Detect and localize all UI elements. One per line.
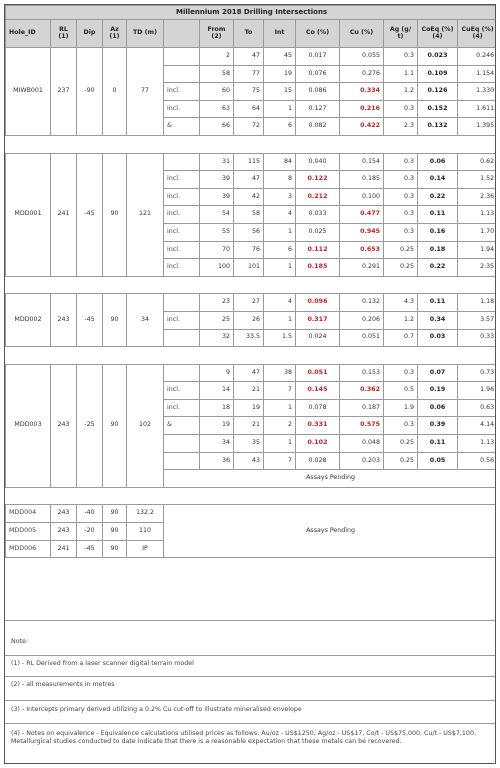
- cu-value: 0.132: [340, 294, 384, 312]
- column-header: Hole_ID: [6, 20, 51, 48]
- co-value: 0.033: [296, 206, 340, 224]
- from-value: 55: [200, 223, 234, 241]
- cu-value: 0.051: [340, 329, 384, 347]
- from-value: 18: [200, 399, 234, 417]
- ag-value: 0.25: [384, 241, 418, 259]
- table-row: [6, 153, 497, 171]
- cu-value: 0.334: [340, 83, 384, 101]
- qualifier: incl.: [164, 241, 200, 259]
- divider: [5, 723, 495, 724]
- qualifier: incl.: [164, 100, 200, 118]
- spacer-row: [6, 347, 497, 365]
- qualifier: [164, 153, 200, 171]
- to-value: 47: [234, 171, 264, 189]
- column-header: Co (%): [296, 20, 340, 48]
- assays-pending-text: Assays Pending: [164, 470, 497, 488]
- cueq-value: 0.73: [458, 364, 497, 382]
- to-value: 42: [234, 188, 264, 206]
- assays-pending-text: Assays Pending: [164, 505, 497, 558]
- from-value: 100: [200, 259, 234, 277]
- td-value: 34: [127, 294, 164, 347]
- column-header: CuEq (%) (4): [458, 20, 497, 48]
- hole-id: MDD001: [6, 153, 51, 276]
- cueq-value: 0.63: [458, 399, 497, 417]
- to-value: 56: [234, 223, 264, 241]
- ag-value: 1.2: [384, 83, 418, 101]
- dip-value: -45: [77, 153, 103, 276]
- coeq-value: 0.34: [418, 311, 458, 329]
- spacer-cell: [6, 135, 497, 153]
- cueq-value: 1.154: [458, 65, 497, 83]
- qualifier: [164, 452, 200, 470]
- interval-value: 7: [264, 452, 296, 470]
- co-value: 0.096: [296, 294, 340, 312]
- co-value: 0.028: [296, 452, 340, 470]
- cu-value: 0.945: [340, 223, 384, 241]
- cueq-value: 0.33: [458, 329, 497, 347]
- ag-value: 4.3: [384, 294, 418, 312]
- table-row: [6, 364, 497, 382]
- coeq-value: 0.11: [418, 294, 458, 312]
- interval-value: 3: [264, 188, 296, 206]
- cu-value: 0.185: [340, 171, 384, 189]
- cueq-value: 1.52: [458, 171, 497, 189]
- cu-value: 0.362: [340, 382, 384, 400]
- cueq-value: 1.330: [458, 83, 497, 101]
- from-value: 14: [200, 382, 234, 400]
- to-value: 26: [234, 311, 264, 329]
- column-header: CoEq (%) (4): [418, 20, 458, 48]
- interval-value: 4: [264, 294, 296, 312]
- note-item: (4) - Notes on equivalence - Equivalence calculations utilised prices as follows: Au/oz - US$1250, Ag/oz - US$17, Co/t - US$75,000, Cu/t - US$7,100. Metallurgical studies conducted to date indicate that there is a reasonable expectation that these metals can be recovered.: [11, 730, 476, 745]
- to-value: 35: [234, 435, 264, 453]
- from-value: 9: [200, 364, 234, 382]
- co-value: 0.076: [296, 65, 340, 83]
- az-value: 90: [103, 153, 127, 276]
- cu-value: 0.477: [340, 206, 384, 224]
- cu-value: 0.291: [340, 259, 384, 277]
- cueq-value: 1.94: [458, 241, 497, 259]
- qualifier: [164, 65, 200, 83]
- from-value: 32: [200, 329, 234, 347]
- to-value: 21: [234, 417, 264, 435]
- coeq-value: 0.22: [418, 259, 458, 277]
- dip-value: -90: [77, 48, 103, 136]
- interval-value: 15: [264, 83, 296, 101]
- interval-value: 2: [264, 417, 296, 435]
- dip-value: -25: [77, 364, 103, 487]
- ag-value: 0.3: [384, 223, 418, 241]
- divider: [5, 655, 495, 656]
- interval-value: 1: [264, 311, 296, 329]
- to-value: 47: [234, 364, 264, 382]
- column-header: Az (1): [103, 20, 127, 48]
- hole-id: MDD003: [6, 364, 51, 487]
- divider: [5, 676, 495, 677]
- column-header: Dip: [77, 20, 103, 48]
- td-value: 102: [127, 364, 164, 487]
- co-value: 0.086: [296, 83, 340, 101]
- cueq-value: 1.70: [458, 223, 497, 241]
- cu-value: 0.055: [340, 48, 384, 66]
- interval-value: 84: [264, 153, 296, 171]
- co-value: 0.082: [296, 118, 340, 136]
- from-value: 39: [200, 171, 234, 189]
- cueq-value: 1.395: [458, 118, 497, 136]
- dip-value: -45: [77, 540, 103, 558]
- spacer-cell: [6, 276, 497, 294]
- interval-value: 6: [264, 241, 296, 259]
- ag-value: 1.9: [384, 399, 418, 417]
- td-value: 132.2: [127, 505, 164, 523]
- interval-value: 1: [264, 259, 296, 277]
- td-value: 110: [127, 523, 164, 541]
- from-value: 70: [200, 241, 234, 259]
- coeq-value: 0.132: [418, 118, 458, 136]
- cu-value: 0.187: [340, 399, 384, 417]
- to-value: 21: [234, 382, 264, 400]
- cueq-value: 1.96: [458, 382, 497, 400]
- dip-value: -40: [77, 505, 103, 523]
- co-value: 0.078: [296, 399, 340, 417]
- to-value: 77: [234, 65, 264, 83]
- co-value: 0.102: [296, 435, 340, 453]
- qualifier: [164, 294, 200, 312]
- note-item: (1) - RL Derived from a laser scanner digital terrain model: [11, 660, 194, 667]
- interval-value: 1: [264, 435, 296, 453]
- from-value: 31: [200, 153, 234, 171]
- from-value: 66: [200, 118, 234, 136]
- column-header: TD (m): [127, 20, 164, 48]
- to-value: 47: [234, 48, 264, 66]
- co-value: 0.122: [296, 171, 340, 189]
- coeq-value: 0.22: [418, 188, 458, 206]
- interval-value: 19: [264, 65, 296, 83]
- to-value: 19: [234, 399, 264, 417]
- from-value: 39: [200, 188, 234, 206]
- ag-value: 0.7: [384, 329, 418, 347]
- ag-value: 0.3: [384, 153, 418, 171]
- to-value: 33.5: [234, 329, 264, 347]
- cu-value: 0.422: [340, 118, 384, 136]
- az-value: 0: [103, 48, 127, 136]
- cu-value: 0.575: [340, 417, 384, 435]
- cueq-value: 4.14: [458, 417, 497, 435]
- rl-value: 243: [51, 523, 77, 541]
- coeq-value: 0.07: [418, 364, 458, 382]
- rl-value: 241: [51, 540, 77, 558]
- dip-value: -20: [77, 523, 103, 541]
- co-value: 0.317: [296, 311, 340, 329]
- co-value: 0.212: [296, 188, 340, 206]
- cu-value: 0.048: [340, 435, 384, 453]
- cueq-value: 0.246: [458, 48, 497, 66]
- qualifier: incl.: [164, 382, 200, 400]
- ag-value: 0.3: [384, 364, 418, 382]
- az-value: 90: [103, 364, 127, 487]
- coeq-value: 0.16: [418, 223, 458, 241]
- drilling-intersections-table: [5, 5, 496, 558]
- rl-value: 241: [51, 153, 77, 276]
- coeq-value: 0.03: [418, 329, 458, 347]
- co-value: 0.051: [296, 364, 340, 382]
- from-value: 23: [200, 294, 234, 312]
- note-item: (2) - all measurements in metres: [11, 681, 115, 688]
- to-value: 72: [234, 118, 264, 136]
- spacer-row: [6, 135, 497, 153]
- column-header: Int: [264, 20, 296, 48]
- interval-value: 6: [264, 118, 296, 136]
- rl-value: 237: [51, 48, 77, 136]
- td-value: 121: [127, 153, 164, 276]
- to-value: 27: [234, 294, 264, 312]
- ag-value: 1.1: [384, 65, 418, 83]
- interval-value: 1: [264, 223, 296, 241]
- cu-value: 0.206: [340, 311, 384, 329]
- table-row: [6, 48, 497, 66]
- az-value: 90: [103, 505, 127, 523]
- ag-value: 0.3: [384, 171, 418, 189]
- co-value: 0.017: [296, 48, 340, 66]
- coeq-value: 0.109: [418, 65, 458, 83]
- cueq-value: 0.62: [458, 153, 497, 171]
- to-value: 115: [234, 153, 264, 171]
- qualifier: incl.: [164, 206, 200, 224]
- column-header: RL (1): [51, 20, 77, 48]
- column-header: To: [234, 20, 264, 48]
- az-value: 90: [103, 523, 127, 541]
- az-value: 90: [103, 540, 127, 558]
- hole-id: MDD005: [6, 523, 51, 541]
- to-value: 58: [234, 206, 264, 224]
- cueq-value: 1.611: [458, 100, 497, 118]
- to-value: 64: [234, 100, 264, 118]
- cueq-value: 0.56: [458, 452, 497, 470]
- coeq-value: 0.14: [418, 171, 458, 189]
- spacer-cell: [6, 487, 497, 505]
- cu-value: 0.216: [340, 100, 384, 118]
- coeq-value: 0.11: [418, 206, 458, 224]
- co-value: 0.331: [296, 417, 340, 435]
- coeq-value: 0.126: [418, 83, 458, 101]
- qualifier: [164, 48, 200, 66]
- rl-value: 243: [51, 294, 77, 347]
- hole-id: MDD002: [6, 294, 51, 347]
- qualifier: [164, 435, 200, 453]
- td-value: IP: [127, 540, 164, 558]
- coeq-value: 0.06: [418, 399, 458, 417]
- ag-value: 0.25: [384, 259, 418, 277]
- from-value: 36: [200, 452, 234, 470]
- ag-value: 0.3: [384, 48, 418, 66]
- cueq-value: 1.18: [458, 294, 497, 312]
- ag-value: 0.25: [384, 435, 418, 453]
- coeq-value: 0.023: [418, 48, 458, 66]
- hole-id: MDD004: [6, 505, 51, 523]
- divider: [5, 700, 495, 701]
- spacer-row: [6, 276, 497, 294]
- interval-value: 1.5: [264, 329, 296, 347]
- rl-value: 243: [51, 505, 77, 523]
- divider: [5, 620, 495, 621]
- qualifier: &: [164, 417, 200, 435]
- to-value: 101: [234, 259, 264, 277]
- cu-value: 0.653: [340, 241, 384, 259]
- cu-value: 0.276: [340, 65, 384, 83]
- ag-value: 2.3: [384, 118, 418, 136]
- interval-value: 1: [264, 399, 296, 417]
- coeq-value: 0.19: [418, 382, 458, 400]
- qualifier: incl.: [164, 83, 200, 101]
- coeq-value: 0.39: [418, 417, 458, 435]
- cueq-value: 2.36: [458, 188, 497, 206]
- from-value: 54: [200, 206, 234, 224]
- ag-value: 0.5: [384, 382, 418, 400]
- column-header: [164, 20, 200, 48]
- cu-value: 0.153: [340, 364, 384, 382]
- coeq-value: 0.18: [418, 241, 458, 259]
- dip-value: -45: [77, 294, 103, 347]
- rl-value: 243: [51, 364, 77, 487]
- qualifier: [164, 329, 200, 347]
- spacer-cell: [6, 347, 497, 365]
- coeq-value: 0.152: [418, 100, 458, 118]
- qualifier: &: [164, 118, 200, 136]
- qualifier: incl.: [164, 171, 200, 189]
- co-value: 0.127: [296, 100, 340, 118]
- header-row: [6, 20, 497, 48]
- column-header: From (2): [200, 20, 234, 48]
- qualifier: incl.: [164, 188, 200, 206]
- co-value: 0.185: [296, 259, 340, 277]
- hole-id: MDD006: [6, 540, 51, 558]
- table-row: [6, 294, 497, 312]
- from-value: 25: [200, 311, 234, 329]
- ag-value: 0.25: [384, 452, 418, 470]
- hole-id: MIWB001: [6, 48, 51, 136]
- to-value: 76: [234, 241, 264, 259]
- ag-value: 0.3: [384, 188, 418, 206]
- ag-value: 0.3: [384, 417, 418, 435]
- note-item: (3) - Intercepts primary derived utilizing a 0.2% Cu cut-off to illustrate mineralised envelope: [11, 706, 302, 713]
- from-value: 58: [200, 65, 234, 83]
- co-value: 0.112: [296, 241, 340, 259]
- from-value: 2: [200, 48, 234, 66]
- drilling-intersections-document: [4, 4, 496, 764]
- table-title: Millennium 2018 Drilling Intersections: [6, 6, 497, 20]
- cueq-value: 1.13: [458, 435, 497, 453]
- interval-value: 45: [264, 48, 296, 66]
- notes-heading: Note:: [11, 638, 29, 645]
- from-value: 63: [200, 100, 234, 118]
- qualifier: incl.: [164, 259, 200, 277]
- co-value: 0.040: [296, 153, 340, 171]
- from-value: 60: [200, 83, 234, 101]
- qualifier: [164, 364, 200, 382]
- co-value: 0.024: [296, 329, 340, 347]
- cueq-value: 2.35: [458, 259, 497, 277]
- column-header: Ag (g/ t): [384, 20, 418, 48]
- coeq-value: 0.06: [418, 153, 458, 171]
- cueq-value: 3.57: [458, 311, 497, 329]
- interval-value: 1: [264, 100, 296, 118]
- cu-value: 0.203: [340, 452, 384, 470]
- td-value: 77: [127, 48, 164, 136]
- coeq-value: 0.05: [418, 452, 458, 470]
- table-row: [6, 505, 497, 523]
- cu-value: 0.100: [340, 188, 384, 206]
- interval-value: 38: [264, 364, 296, 382]
- ag-value: 0.3: [384, 100, 418, 118]
- from-value: 34: [200, 435, 234, 453]
- ag-value: 0.3: [384, 206, 418, 224]
- spacer-row: [6, 487, 497, 505]
- cu-value: 0.154: [340, 153, 384, 171]
- to-value: 43: [234, 452, 264, 470]
- az-value: 90: [103, 294, 127, 347]
- interval-value: 8: [264, 171, 296, 189]
- co-value: 0.025: [296, 223, 340, 241]
- to-value: 75: [234, 83, 264, 101]
- qualifier: incl.: [164, 311, 200, 329]
- interval-value: 4: [264, 206, 296, 224]
- interval-value: 7: [264, 382, 296, 400]
- qualifier: incl.: [164, 399, 200, 417]
- cueq-value: 1.13: [458, 206, 497, 224]
- qualifier: incl.: [164, 223, 200, 241]
- ag-value: 1.2: [384, 311, 418, 329]
- from-value: 19: [200, 417, 234, 435]
- column-header: Cu (%): [340, 20, 384, 48]
- coeq-value: 0.11: [418, 435, 458, 453]
- title-row: [6, 6, 497, 20]
- co-value: 0.145: [296, 382, 340, 400]
